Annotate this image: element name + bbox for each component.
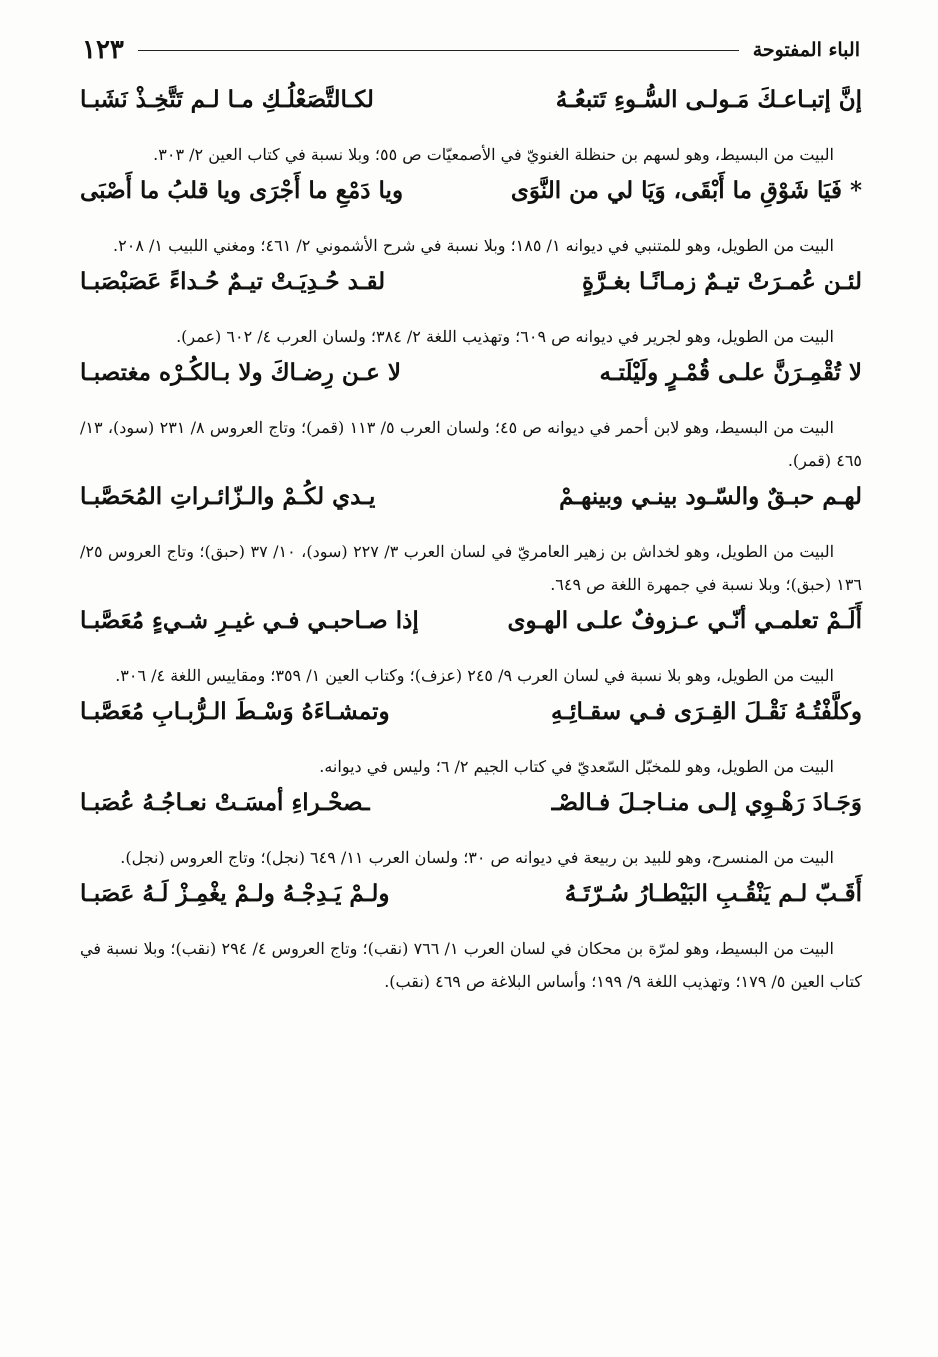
verse-line xyxy=(80,359,862,411)
verse-citation-note: البيت من المنسرح، وهو للبيد بن ربيعة في ديوانه ص ٣٠؛ ولسان العرب ١١/ ٦٤٩ (نجل)؛ وتاج العروس (نجل). xyxy=(120,848,834,867)
verse-first-hemistich: لئـن عُمـرَتْ تيـمٌ زمـانًـا بغـرَّةٍ xyxy=(581,268,862,295)
verse-citation-note: البيت من البسيط، وهو لمرّة بن محكان في لسان العرب ١/ ٧٦٦ (نقب)؛ وتاج العروس ٤/ ٢٩٤ (نقب)؛ وبلا نسبة في كتاب العين ٥/ ١٧٩؛ وتهذيب اللغة ٩/ ١٩٩؛ وأساس البلاغة ص ٤٦٩ (نقب). xyxy=(80,939,862,991)
verse-line xyxy=(80,483,862,535)
verse-line xyxy=(80,880,862,932)
verse-first-hemistich: وَجَـادَ رَهْـوِي إلـى منـاجـلَ فـالصْـ xyxy=(551,789,862,816)
verse-line xyxy=(80,268,862,320)
entry xyxy=(80,880,862,998)
entry xyxy=(80,483,862,601)
verse-line xyxy=(80,607,862,659)
verse-first-hemistich: إنَّ إتبـاعـكَ مَـولـى السُّـوءِ تَتبعُـهُ xyxy=(555,86,862,113)
verse-second-hemistich: ولـمْ يَـدِجْـهُ ولـمْ يغْمِـزْ لَـهُ عَصَبـا xyxy=(80,880,390,907)
verse-second-hemistich: لقـد حُـدِيَـتْ تيـمٌ حُـداءً عَصَبْصَبـا xyxy=(80,268,386,295)
entry xyxy=(80,698,862,783)
verse-second-hemistich: يـدي لكُـمْ والـزّائـراتِ المُحَصَّبـا xyxy=(80,483,376,510)
entries-list xyxy=(80,86,862,998)
verse-citation-note: البيت من البسيط، وهو لسهم بن حنظلة الغنويّ في الأصمعيّات ص ٥٥؛ وبلا نسبة في كتاب العين ٢/ ٣٠٣. xyxy=(153,145,834,164)
verse-citation-note: البيت من الطويل، وهو للمخبّل السّعديّ في كتاب الجيم ٢/ ٦؛ وليس في ديوانه. xyxy=(319,757,834,776)
verse-second-hemistich: لكـالتَّصَعْلُـكِ مـا لـم تَتَّخِـذْ نَشَبـا xyxy=(80,86,374,113)
verse-first-hemistich: لا تُقْمِـرَنَّ علـى قُمْـرٍ ولَيْلَتـه xyxy=(599,359,862,386)
verse-line xyxy=(80,177,862,229)
verse-second-hemistich: إذا صـاحبـي فـي غيـرِ شـيءٍ مُعَصَّبـا xyxy=(80,607,419,634)
verse-first-hemistich: أَلَـمْ تعلمـي أنّـي عـزوفٌ علـى الهـوى xyxy=(507,607,862,634)
verse-line xyxy=(80,86,862,138)
entry xyxy=(80,177,862,262)
verse-line xyxy=(80,698,862,750)
verse-first-hemistich: أَقَـبّ لـم يَنْقُـبِ البَيْطـارُ سُـرّتَـهُ xyxy=(564,880,862,907)
running-header xyxy=(82,30,860,70)
verse-first-hemistich: * فَيَا شَوْقِ ما أَبْقَى، وَيَا لي من النَّوَى xyxy=(510,177,862,204)
entry xyxy=(80,268,862,353)
verse-citation-note: البيت من الطويل، وهو لخداش بن زهير العامريّ في لسان العرب ٣/ ٢٢٧ (سود)، ١٠/ ٣٧ (حبق)؛ وتاج العروس ٢٥/ ١٣٦ (حبق)؛ وبلا نسبة في جمهرة اللغة ص ٦٤٩. xyxy=(80,542,862,594)
verse-second-hemistich: ـصحْـراءِ أمسَـتْ نعـاجُـهُ عُصَبـا xyxy=(80,789,370,816)
entry xyxy=(80,607,862,692)
verse-second-hemistich: ويا دَمْعِ ما أَجْرَى ويا قلبُ ما أَصْبَى xyxy=(80,177,404,204)
verse-citation-note: البيت من الطويل، وهو بلا نسبة في لسان العرب ٩/ ٢٤٥ (عزف)؛ وكتاب العين ١/ ٣٥٩؛ ومقاييس اللغة ٤/ ٣٠٦. xyxy=(115,666,834,685)
verse-second-hemistich: وتمشـاءَهُ وَسْـطَ الـرُّبـابِ مُعَصَّبـا xyxy=(80,698,390,725)
entry xyxy=(80,359,862,477)
page-number: ١٢٣ xyxy=(82,35,124,65)
verse-citation-note: البيت من الطويل، وهو للمتنبي في ديوانه ١/ ١٨٥؛ وبلا نسبة في شرح الأشموني ٢/ ٤٦١؛ ومغني اللبيب ١/ ٢٠٨. xyxy=(113,236,834,255)
verse-line xyxy=(80,789,862,841)
header-rule xyxy=(138,50,739,51)
entry xyxy=(80,789,862,874)
verse-citation-note: البيت من البسيط، وهو لابن أحمر في ديوانه ص ٤٥؛ ولسان العرب ٥/ ١١٣ (قمر)؛ وتاج العروس ٨/ ٢٣١ (سود)، ١٣/ ٤٦٥ (قمر). xyxy=(80,418,862,470)
verse-first-hemistich: لهـم حبـقٌ والسّـود بينـي وبينهـمْ xyxy=(559,483,862,510)
chapter-title: الباء المفتوحة xyxy=(752,39,860,61)
verse-first-hemistich: وكلَّفْتُـهُ نَقْـلَ القِـرَى فـي سقـائِـهِ xyxy=(550,698,862,725)
entry xyxy=(80,86,862,171)
verse-second-hemistich: لا عـن رِضـاكَ ولا بـالكُـرْه مغتصبـا xyxy=(80,359,402,386)
verse-citation-note: البيت من الطويل، وهو لجرير في ديوانه ص ٦٠٩؛ وتهذيب اللغة ٢/ ٣٨٤؛ ولسان العرب ٤/ ٦٠٢ (عمر). xyxy=(176,327,834,346)
